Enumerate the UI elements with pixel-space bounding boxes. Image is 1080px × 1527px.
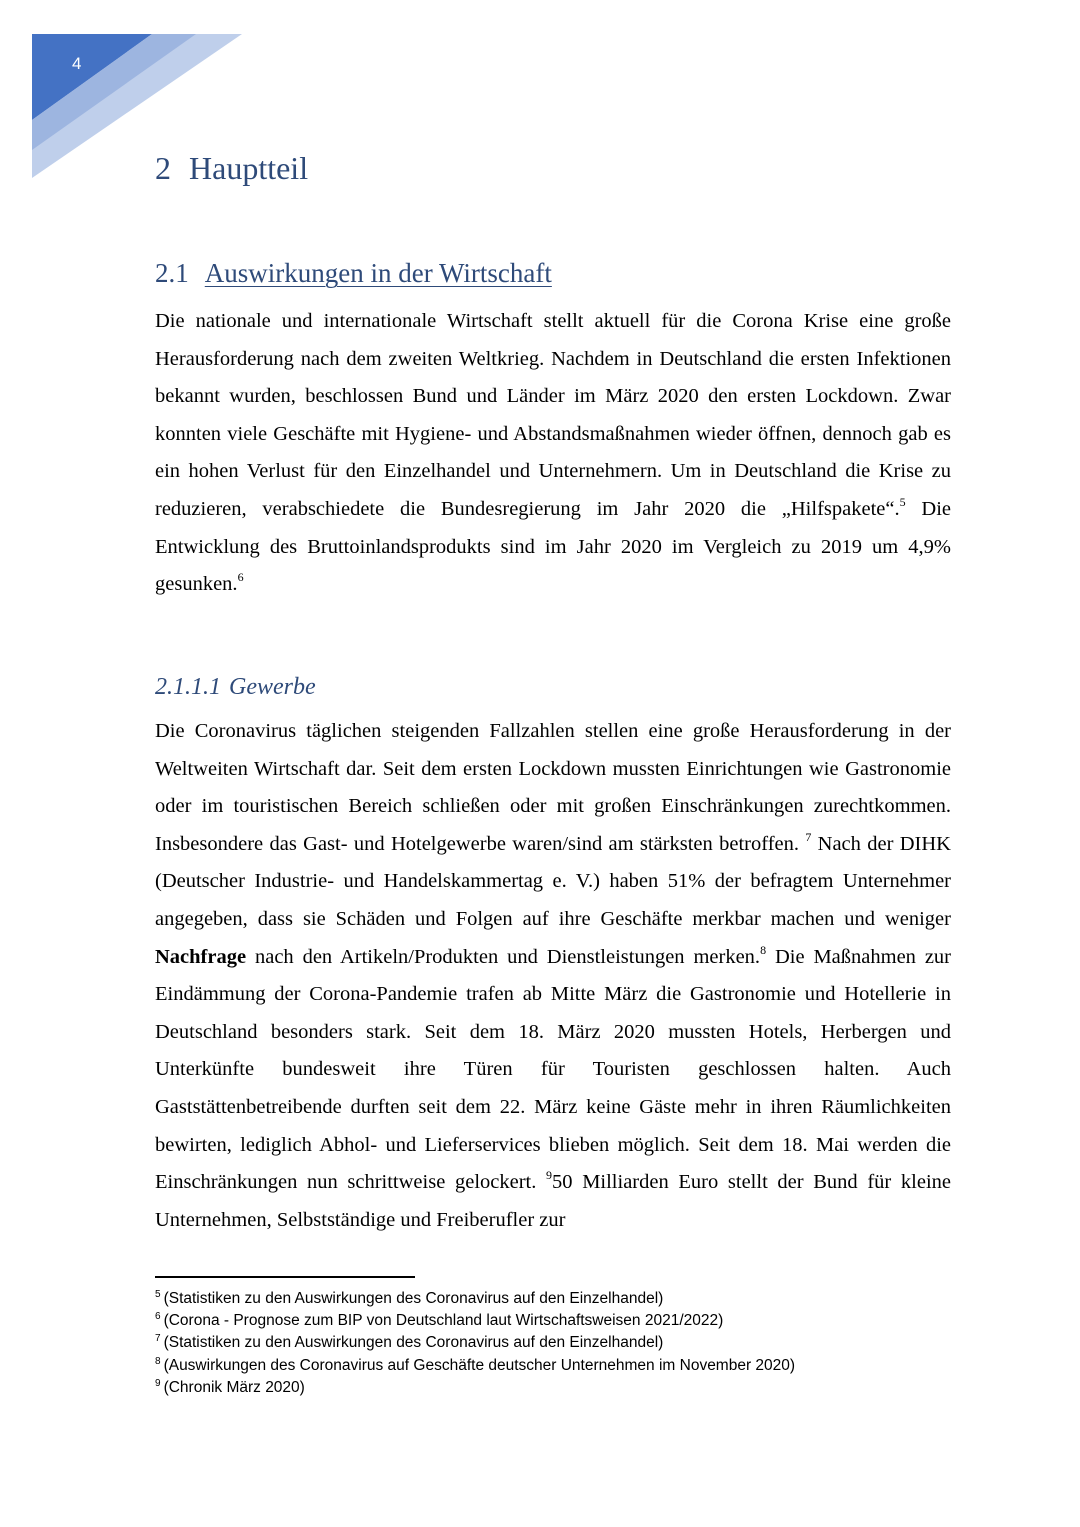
p2-text-5: 50 Milliarden Euro stellt der Bund für kleine Unternehmen, Selbstständige und Freiberufler zur — [155, 1171, 951, 1231]
footnote-item — [155, 1355, 795, 1377]
footnote-item — [155, 1288, 795, 1310]
footnote-ref-5[interactable]: 5 — [899, 494, 906, 509]
heading1-text: Hauptteil — [189, 150, 309, 186]
p2-bold-nachfrage: Nachfrage — [155, 945, 247, 968]
heading4-text: Gewerbe — [229, 674, 316, 700]
footnote-number: 7 — [155, 1333, 161, 1345]
footnote-ref-8[interactable]: 8 — [760, 942, 767, 957]
heading4-number: 2.1.1.1 — [155, 674, 221, 700]
heading2-text: Auswirkungen in der Wirtschaft — [204, 258, 552, 288]
heading-hauptteil — [155, 150, 308, 187]
heading-gewerbe — [155, 674, 316, 701]
p2-text-3: nach den Artikeln/Produkten und Dienstleistungen merken. — [246, 945, 761, 968]
footnotes — [155, 1288, 795, 1399]
paragraph-gewerbe — [155, 713, 951, 1239]
footnote-number: 5 — [155, 1289, 161, 1300]
footnote-ref-6[interactable]: 6 — [237, 570, 244, 585]
p2-text-4: Die Maßnahmen zur Eindämmung der Corona-Pandemie trafen ab Mitte März die Gastronomie und Hotellerie in Deutschland besonders stark. Seit dem 18. März 2020 mussten Hotels, Herbergen und Unterkünfte bundesweit ihre Türen für Touristen geschlossen halten. Auch Gaststättenbetreibende durften seit dem 22. März keine Gäste mehr in ihren Räumlichkeiten bewirten, lediglich Abhol- und Lieferservices blieben möglich. Seit dem 18. Mai werden die Einschränkungen nun schrittweise gelockert. — [155, 945, 951, 1194]
footnote-ref-7[interactable]: 7 — [805, 829, 812, 844]
footnote-item — [155, 1377, 795, 1399]
footnote-ref-9[interactable]: 9 — [546, 1168, 553, 1183]
p2-text-1: Die Coronavirus täglichen steigenden Fallzahlen stellen eine große Herausforderung in der Weltweiten Wirtschaft dar. Seit dem ersten Lockdown mussten Einrichtungen wie Gastronomie oder im touristischen Bereich schließen oder mit großen Einschränkungen zurechtkommen. Insbesondere das Gast- und Hotelgewerbe waren/sind am stärksten betroffen. — [155, 720, 951, 855]
heading1-number: 2 — [155, 150, 171, 186]
footnote-text: (Statistiken zu den Auswirkungen des Coronavirus auf den Einzelhandel) — [163, 1290, 664, 1307]
footnote-item — [155, 1310, 795, 1332]
footnote-text: (Chronik März 2020) — [163, 1378, 305, 1396]
footnote-text: (Statistiken zu den Auswirkungen des Coronavirus auf den Einzelhandel) — [163, 1334, 664, 1352]
footnote-text: (Corona - Prognose zum BIP von Deutschland laut Wirtschaftsweisen 2021/2022) — [163, 1312, 724, 1330]
footnote-number: 9 — [155, 1377, 161, 1389]
footnote-text: (Auswirkungen des Coronavirus auf Geschäfte deutscher Unternehmen im November 2020) — [163, 1356, 796, 1374]
heading2-number: 2.1 — [155, 258, 189, 288]
p1-text-2: Die Entwicklung des Bruttoinlandsprodukts sind im Jahr 2020 im Vergleich zu 2019 um 4,9% gesunken. — [155, 497, 951, 596]
footnote-number: 8 — [155, 1355, 161, 1367]
paragraph-wirtschaft — [155, 303, 951, 604]
footnote-separator — [155, 1276, 415, 1278]
p2-text-2: Nach der DIHK (Deutscher Industrie- und Handelskammertag e. V.) haben 51% der befragtem Unternehmer angegeben, dass sie Schäden und Folgen auf ihre Geschäfte merkbar machen und weniger — [155, 832, 951, 930]
page-number: 4 — [72, 54, 82, 73]
footnote-number: 6 — [155, 1311, 161, 1323]
p1-text-1: Die nationale und internationale Wirtschaft stellt aktuell für die Corona Krise eine große Herausforderung nach dem zweiten Weltkrieg. Nachdem in Deutschland die ersten Infektionen bekannt wurden, beschlossen Bund und Länder im März 2020 den ersten Lockdown. Zwar konnten viele Geschäfte mit Hygiene- und Abstandsmaßnahmen wieder öffnen, dennoch gab es ein hohen Verlust für den Einzelhandel und Unternehmern. Um in Deutschland die Krise zu reduzieren, verabschiedete die Bundesregierung im Jahr 2020 die „Hilfspakete“. — [155, 310, 951, 520]
heading-auswirkungen-wirtschaft — [155, 258, 552, 289]
footnote-item — [155, 1332, 795, 1354]
